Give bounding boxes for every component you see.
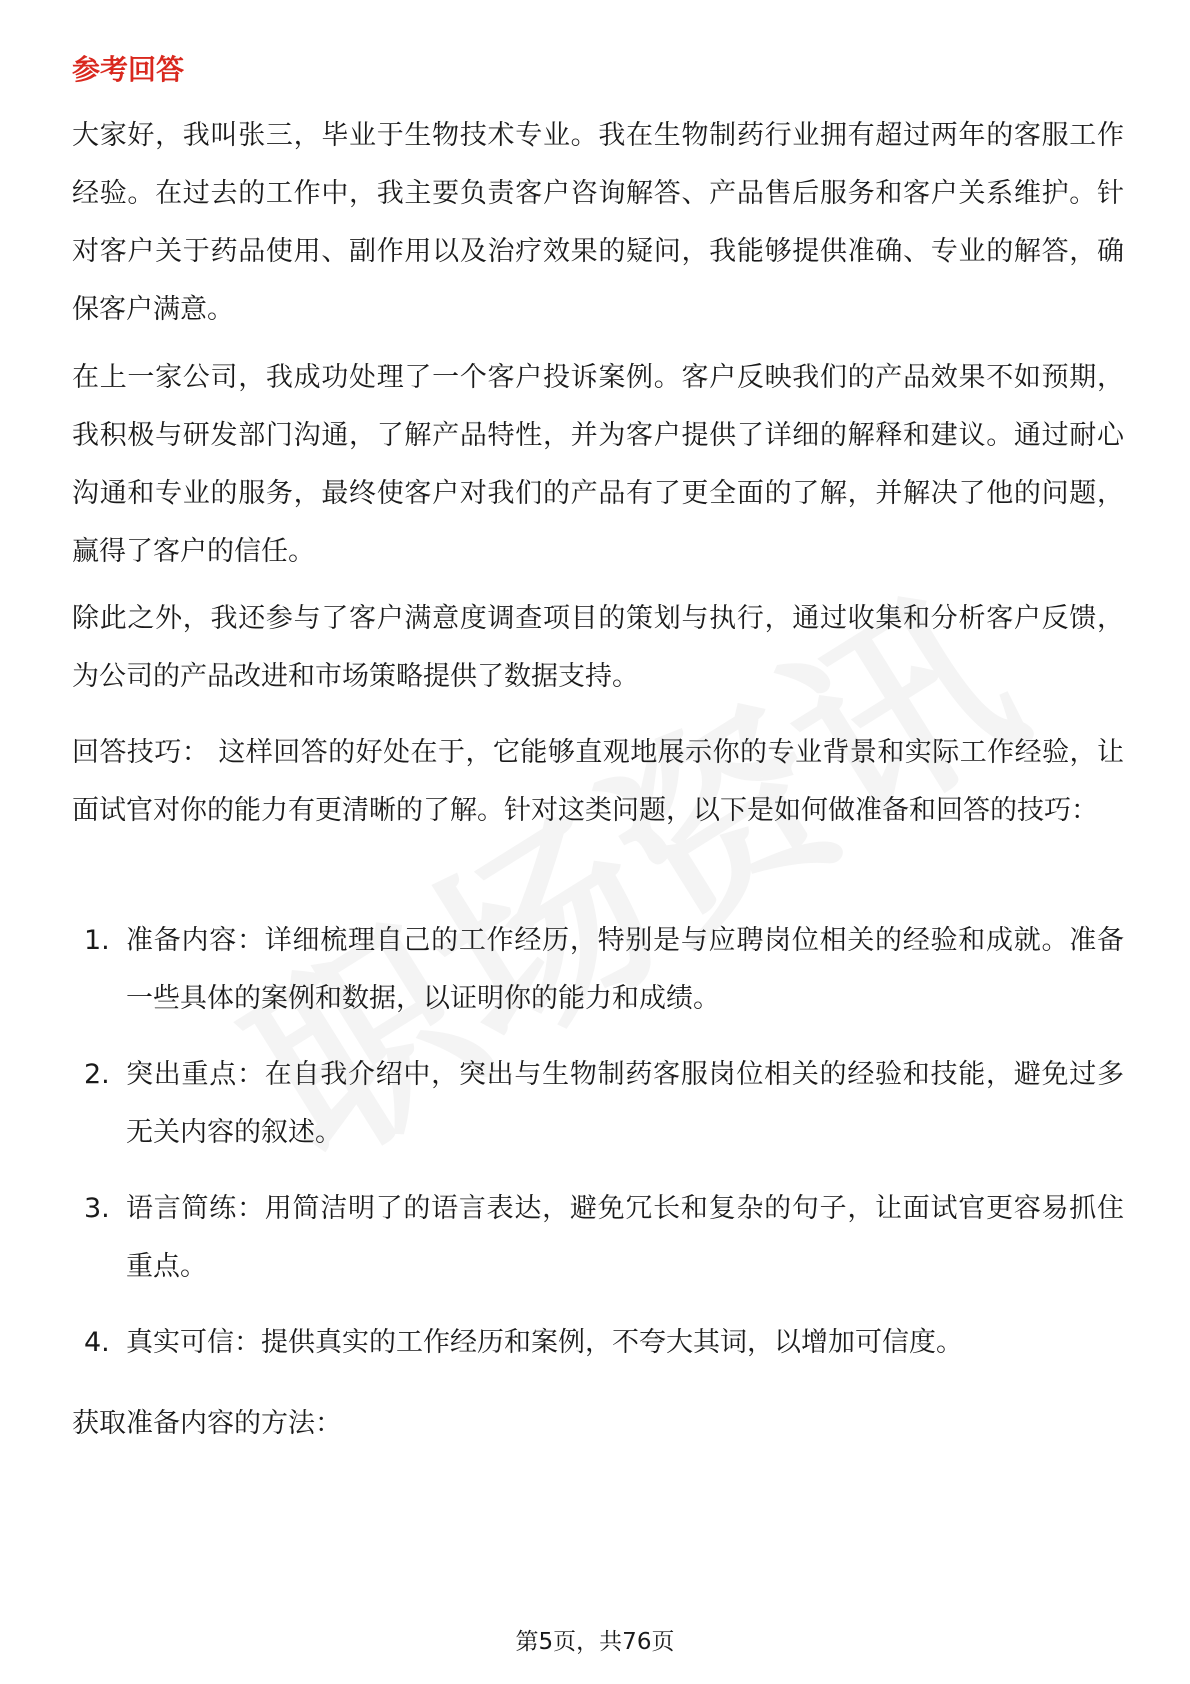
list-item-number: 3. (84, 1193, 110, 1224)
list-item-text: 真实可信：提供真实的工作经历和案例，不夸大其词，以增加可信度。 (126, 1327, 963, 1358)
list-item-text: 准备内容：详细梳理自己的工作经历，特别是与应聘岗位相关的经验和成就。准备一些具体的案例和数据，以证明你的能力和成绩。 (126, 925, 1124, 1014)
answer-paragraph-intro: 大家好，我叫张三，毕业于生物技术专业。我在生物制药行业拥有超过两年的客服工作经验。在过去的工作中，我主要负责客户咨询解答、产品售后服务和客户关系维护。针对客户关于药品使用、副作用以及治疗效果的疑问，我能够提供准确、专业的解答，确保客户满意。 (72, 120, 1124, 325)
list-item-number: 1. (84, 925, 110, 956)
page-number-footer: 第5页，共76页 (515, 1629, 675, 1655)
answer-paragraph-extra: 除此之外，我还参与了客户满意度调查项目的策划与执行，通过收集和分析客户反馈，为公司的产品改进和市场策略提供了数据支持。 (72, 603, 1124, 692)
list-item-text: 语言简练：用简洁明了的语言表达，避免冗长和复杂的句子，让面试官更容易抓住重点。 (126, 1193, 1124, 1282)
list-item (84, 1180, 1124, 1296)
section-heading: 参考回答 (72, 53, 185, 86)
list-item (84, 1046, 1124, 1162)
list-item-number: 2. (84, 1059, 110, 1090)
answer-paragraph-case: 在上一家公司，我成功处理了一个客户投诉案例。客户反映我们的产品效果不如预期，我积极与研发部门沟通，了解产品特性，并为客户提供了详细的解释和建议。通过耐心沟通和专业的服务，最终使客户对我们的产品有了更全面的了解，并解决了他的问题，赢得了客户的信任。 (72, 362, 1124, 567)
list-item-number: 4. (84, 1327, 110, 1358)
tips-paragraph: 回答技巧： 这样回答的好处在于，它能够直观地展示你的专业背景和实际工作经验，让面试官对你的能力有更清晰的了解。针对这类问题，以下是如何做准备和回答的技巧： (72, 737, 1124, 826)
list-item (84, 1314, 1124, 1372)
closing-line: 获取准备内容的方法： (72, 1408, 342, 1439)
list-item (84, 912, 1124, 1028)
list-item-text: 突出重点：在自我介绍中，突出与生物制药客服岗位相关的经验和技能，避免过多无关内容的叙述。 (126, 1059, 1124, 1148)
